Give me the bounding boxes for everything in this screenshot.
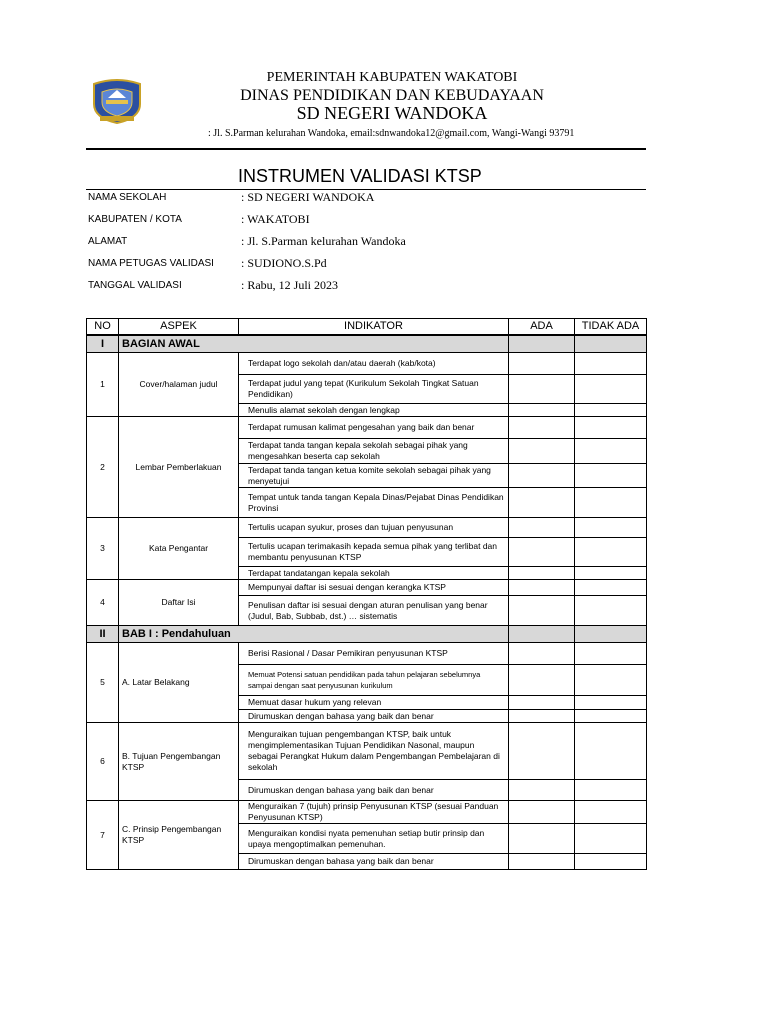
tidak-ada-cell[interactable] <box>575 518 647 538</box>
tidak-ada-cell[interactable] <box>575 375 647 404</box>
section-number: I <box>87 335 119 353</box>
info-value: : WAKATOBI <box>241 212 310 226</box>
indicator-text: Menguraikan tujuan pengembangan KTSP, baik untuk mengimplementasikan Tujuan Pendidikan Nasonal, maupun sebagai Perangkat Hukum dalam Pengembangan Pembelajaran di sekolah <box>239 723 509 780</box>
info-value: : SUDIONO.S.Pd <box>241 256 327 270</box>
regency-emblem-icon <box>90 78 144 124</box>
item-aspek: Kata Pengantar <box>119 518 239 580</box>
item-number: 5 <box>87 643 119 723</box>
tidak-ada-cell[interactable] <box>575 580 647 596</box>
item-number: 3 <box>87 518 119 580</box>
ada-cell[interactable] <box>509 801 575 824</box>
tidak-ada-cell[interactable] <box>575 824 647 854</box>
tidak-ada-cell[interactable] <box>575 780 647 801</box>
letterhead-government: PEMERINTAH KABUPATEN WAKATOBI <box>266 70 518 85</box>
indicator-text: Terdapat tandatangan kepala sekolah <box>239 567 509 580</box>
info-row-regency <box>88 214 648 232</box>
ada-cell[interactable] <box>509 375 575 404</box>
indicator-text: Mempunyai daftar isi sesuai dengan kerangka KTSP <box>239 580 509 596</box>
tidak-ada-cell[interactable] <box>575 626 647 643</box>
info-value: : Jl. S.Parman kelurahan Wandoka <box>241 234 406 248</box>
tidak-ada-cell[interactable] <box>575 596 647 626</box>
info-row-date <box>88 280 648 298</box>
item-aspek: A. Latar Belakang <box>119 643 239 723</box>
table-row <box>87 417 647 439</box>
tidak-ada-cell[interactable] <box>575 439 647 464</box>
ada-cell[interactable] <box>509 780 575 801</box>
tidak-ada-cell[interactable] <box>575 723 647 780</box>
column-header-tidak-ada: TIDAK ADA <box>575 319 647 336</box>
ada-cell[interactable] <box>509 824 575 854</box>
info-row-school <box>88 192 648 210</box>
tidak-ada-cell[interactable] <box>575 488 647 518</box>
tidak-ada-cell[interactable] <box>575 643 647 665</box>
item-number: 6 <box>87 723 119 801</box>
column-header-ada: ADA <box>509 319 575 336</box>
column-header-no: NO <box>87 319 119 336</box>
validation-table <box>86 318 647 870</box>
indicator-text: Memuat Potensi satuan pendidikan pada tahun pelajaran sebelumnya sampai dengan saat penyusunan kurikulum <box>239 665 509 696</box>
tidak-ada-cell[interactable] <box>575 665 647 696</box>
ada-cell[interactable] <box>509 538 575 567</box>
item-number: 4 <box>87 580 119 626</box>
ada-cell[interactable] <box>509 723 575 780</box>
item-number: 7 <box>87 801 119 870</box>
ada-cell[interactable] <box>509 335 575 353</box>
tidak-ada-cell[interactable] <box>575 538 647 567</box>
ada-cell[interactable] <box>509 567 575 580</box>
ada-cell[interactable] <box>509 665 575 696</box>
tidak-ada-cell[interactable] <box>575 801 647 824</box>
indicator-text: Terdapat judul yang tepat (Kurikulum Sekolah Tingkat Satuan Pendidikan) <box>239 375 509 404</box>
section-row <box>87 626 647 643</box>
ada-cell[interactable] <box>509 696 575 710</box>
ada-cell[interactable] <box>509 518 575 538</box>
info-value: : SD NEGERI WANDOKA <box>241 190 375 204</box>
column-header-aspek: ASPEK <box>119 319 239 336</box>
tidak-ada-cell[interactable] <box>575 696 647 710</box>
indicator-text: Tertulis ucapan terimakasih kepada semua pihak yang terlibat dan membantu penyusunan KTSP <box>239 538 509 567</box>
tidak-ada-cell[interactable] <box>575 404 647 417</box>
indicator-text: Terdapat logo sekolah dan/atau daerah (kab/kota) <box>239 353 509 375</box>
ada-cell[interactable] <box>509 464 575 488</box>
ada-cell[interactable] <box>509 643 575 665</box>
tidak-ada-cell[interactable] <box>575 710 647 723</box>
table-row <box>87 518 647 538</box>
indicator-text: Dirumuskan dengan bahasa yang baik dan benar <box>239 780 509 801</box>
tidak-ada-cell[interactable] <box>575 335 647 353</box>
section-label: BAGIAN AWAL <box>119 335 509 353</box>
indicator-text: Dirumuskan dengan bahasa yang baik dan benar <box>239 710 509 723</box>
column-header-indikator: INDIKATOR <box>239 319 509 336</box>
item-aspek: B. Tujuan Pengembangan KTSP <box>119 723 239 801</box>
ada-cell[interactable] <box>509 710 575 723</box>
indicator-text: Terdapat tanda tangan ketua komite sekolah sebagai pihak yang menyetujui <box>239 464 509 488</box>
info-row-address <box>88 236 648 254</box>
letterhead-divider <box>86 148 646 150</box>
item-aspek: Daftar Isi <box>119 580 239 626</box>
info-label: TANGGAL VALIDASI <box>88 280 182 291</box>
ada-cell[interactable] <box>509 439 575 464</box>
info-label: ALAMAT <box>88 236 128 247</box>
item-number: 2 <box>87 417 119 518</box>
section-row <box>87 335 647 353</box>
tidak-ada-cell[interactable] <box>575 464 647 488</box>
tidak-ada-cell[interactable] <box>575 417 647 439</box>
tidak-ada-cell[interactable] <box>575 854 647 870</box>
tidak-ada-cell[interactable] <box>575 353 647 375</box>
document-title: INSTRUMEN VALIDASI KTSP <box>238 166 482 186</box>
indicator-text: Menguraikan 7 (tujuh) prinsip Penyusunan KTSP (sesuai Panduan Penyusunan KTSP) <box>239 801 509 824</box>
indicator-text: Dirumuskan dengan bahasa yang baik dan benar <box>239 854 509 870</box>
indicator-text: Penulisan daftar isi sesuai dengan aturan penulisan yang benar (Judul, Bab, Subbab, dst.) … sistematis <box>239 596 509 626</box>
table-row <box>87 801 647 824</box>
item-aspek: Lembar Pemberlakuan <box>119 417 239 518</box>
ada-cell[interactable] <box>509 417 575 439</box>
ada-cell[interactable] <box>509 596 575 626</box>
indicator-text: Menguraikan kondisi nyata pemenuhan setiap butir prinsip dan upaya mengoptimalkan pemenuhan. <box>239 824 509 854</box>
indicator-text: Tempat untuk tanda tangan Kepala Dinas/Pejabat Dinas Pendidikan Provinsi <box>239 488 509 518</box>
ada-cell[interactable] <box>509 580 575 596</box>
indicator-text: Menulis alamat sekolah dengan lengkap <box>239 404 509 417</box>
info-value: : Rabu, 12 Juli 2023 <box>241 278 339 292</box>
section-number: II <box>87 626 119 643</box>
item-aspek: C. Prinsip Pengembangan KTSP <box>119 801 239 870</box>
item-number: 1 <box>87 353 119 417</box>
ada-cell[interactable] <box>509 353 575 375</box>
indicator-text: Terdapat tanda tangan kepala sekolah sebagai pihak yang mengesahkan beserta cap sekolah <box>239 439 509 464</box>
ada-cell[interactable] <box>509 854 575 870</box>
indicator-text: Memuat dasar hukum yang relevan <box>239 696 509 710</box>
ada-cell[interactable] <box>509 404 575 417</box>
indicator-text: Tertulis ucapan syukur, proses dan tujuan penyusunan <box>239 518 509 538</box>
table-row <box>87 580 647 596</box>
info-label: NAMA PETUGAS VALIDASI <box>88 258 214 269</box>
indicator-text: Terdapat rumusan kalimat pengesahan yang baik dan benar <box>239 417 509 439</box>
info-row-validator <box>88 258 648 276</box>
ada-cell[interactable] <box>509 626 575 643</box>
section-label: BAB I : Pendahuluan <box>119 626 509 643</box>
table-row <box>87 643 647 665</box>
letterhead-school: SD NEGERI WANDOKA <box>296 103 488 123</box>
table-row <box>87 723 647 780</box>
item-aspek: Cover/halaman judul <box>119 353 239 417</box>
info-label: NAMA SEKOLAH <box>88 192 167 203</box>
letterhead-address: : Jl. S.Parman kelurahan Wandoka, email:sdnwandoka12@gmail.com, Wangi-Wangi 93791 <box>208 128 575 139</box>
letterhead-department: DINAS PENDIDIKAN DAN KEBUDAYAAN <box>240 87 544 104</box>
ada-cell[interactable] <box>509 488 575 518</box>
tidak-ada-cell[interactable] <box>575 567 647 580</box>
info-label: KABUPATEN / KOTA <box>88 214 182 225</box>
indicator-text: Berisi Rasional / Dasar Pemikiran penyusunan KTSP <box>239 643 509 665</box>
table-row <box>87 353 647 375</box>
